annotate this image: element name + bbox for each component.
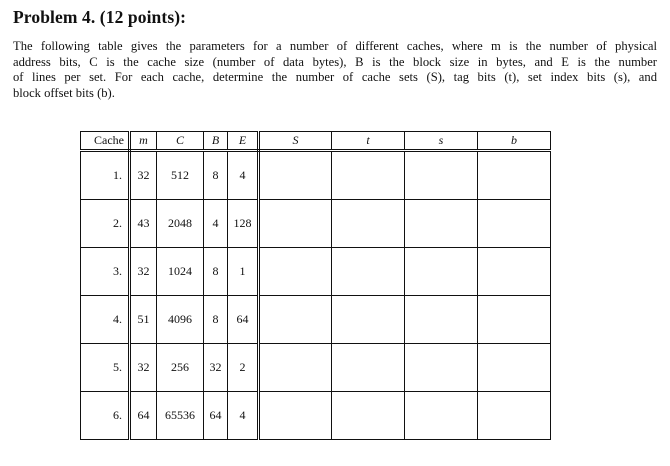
answer-cell-t[interactable] [332, 248, 405, 296]
table-row [81, 200, 551, 248]
answer-cell-t[interactable] [332, 296, 405, 344]
header-m: m [130, 132, 157, 151]
answer-cell-s[interactable] [405, 296, 478, 344]
description-line: address bits, C is the cache size (number of data bytes), B is the block size in bytes, and E is the number [13, 54, 657, 69]
answer-cell-b[interactable] [478, 392, 551, 440]
answer-cell-s[interactable] [259, 248, 332, 296]
param-cell-c: 1024 [157, 248, 204, 296]
description-line: The following table gives the parameters for a number of different caches, where m is the number of physical [13, 39, 657, 53]
header-c: C [157, 132, 204, 151]
param-cell-c: 65536 [157, 392, 204, 440]
param-cell-m: 32 [130, 248, 157, 296]
answer-cell-b[interactable] [478, 200, 551, 248]
table-header-row [81, 132, 551, 151]
answer-cell-s[interactable] [259, 151, 332, 200]
header-cache: Cache [81, 132, 130, 151]
answer-cell-t[interactable] [332, 344, 405, 392]
answer-cell-s[interactable] [259, 392, 332, 440]
param-cell-c: 512 [157, 151, 204, 200]
param-cell-m: 43 [130, 200, 157, 248]
row-label: 1. [81, 151, 130, 200]
param-cell-e: 64 [228, 296, 259, 344]
table-row [81, 392, 551, 440]
param-cell-e: 4 [228, 151, 259, 200]
answer-cell-s[interactable] [259, 296, 332, 344]
param-cell-m: 32 [130, 344, 157, 392]
answer-cell-b[interactable] [478, 151, 551, 200]
answer-cell-t[interactable] [332, 151, 405, 200]
header-sets: S [259, 132, 332, 151]
table-row [81, 344, 551, 392]
table-row [81, 296, 551, 344]
param-cell-c: 4096 [157, 296, 204, 344]
param-cell-c: 256 [157, 344, 204, 392]
header-t: t [332, 132, 405, 151]
row-label: 3. [81, 248, 130, 296]
answer-cell-s[interactable] [405, 344, 478, 392]
cache-parameters-table [80, 131, 551, 440]
row-label: 5. [81, 344, 130, 392]
param-cell-m: 51 [130, 296, 157, 344]
answer-cell-s[interactable] [405, 248, 478, 296]
answer-cell-t[interactable] [332, 200, 405, 248]
row-label: 2. [81, 200, 130, 248]
header-e: E [228, 132, 259, 151]
problem-title: Problem 4. (12 points): [13, 7, 187, 27]
header-b-offset: b [478, 132, 551, 151]
answer-cell-s[interactable] [405, 200, 478, 248]
answer-cell-s[interactable] [259, 200, 332, 248]
param-cell-m: 32 [130, 151, 157, 200]
header-s: s [405, 132, 478, 151]
header-b-block: B [204, 132, 228, 151]
param-cell-c: 2048 [157, 200, 204, 248]
param-cell-b: 64 [204, 392, 228, 440]
param-cell-b: 8 [204, 296, 228, 344]
table-row [81, 151, 551, 200]
param-cell-b: 8 [204, 151, 228, 200]
table-row [81, 248, 551, 296]
answer-cell-b[interactable] [478, 344, 551, 392]
param-cell-e: 2 [228, 344, 259, 392]
problem-description [13, 39, 657, 102]
answer-cell-b[interactable] [478, 248, 551, 296]
answer-cell-s[interactable] [405, 151, 478, 200]
row-label: 6. [81, 392, 130, 440]
description-line: block offset bits (b). [13, 86, 115, 101]
description-line: of lines per set. For each cache, determine the number of cache sets (S), tag bits (t), set index bits (s), and [13, 70, 657, 85]
param-cell-b: 4 [204, 200, 228, 248]
param-cell-e: 128 [228, 200, 259, 248]
param-cell-b: 8 [204, 248, 228, 296]
param-cell-b: 32 [204, 344, 228, 392]
param-cell-m: 64 [130, 392, 157, 440]
row-label: 4. [81, 296, 130, 344]
param-cell-e: 4 [228, 392, 259, 440]
param-cell-e: 1 [228, 248, 259, 296]
answer-cell-b[interactable] [478, 296, 551, 344]
answer-cell-t[interactable] [332, 392, 405, 440]
answer-cell-s[interactable] [259, 344, 332, 392]
answer-cell-s[interactable] [405, 392, 478, 440]
